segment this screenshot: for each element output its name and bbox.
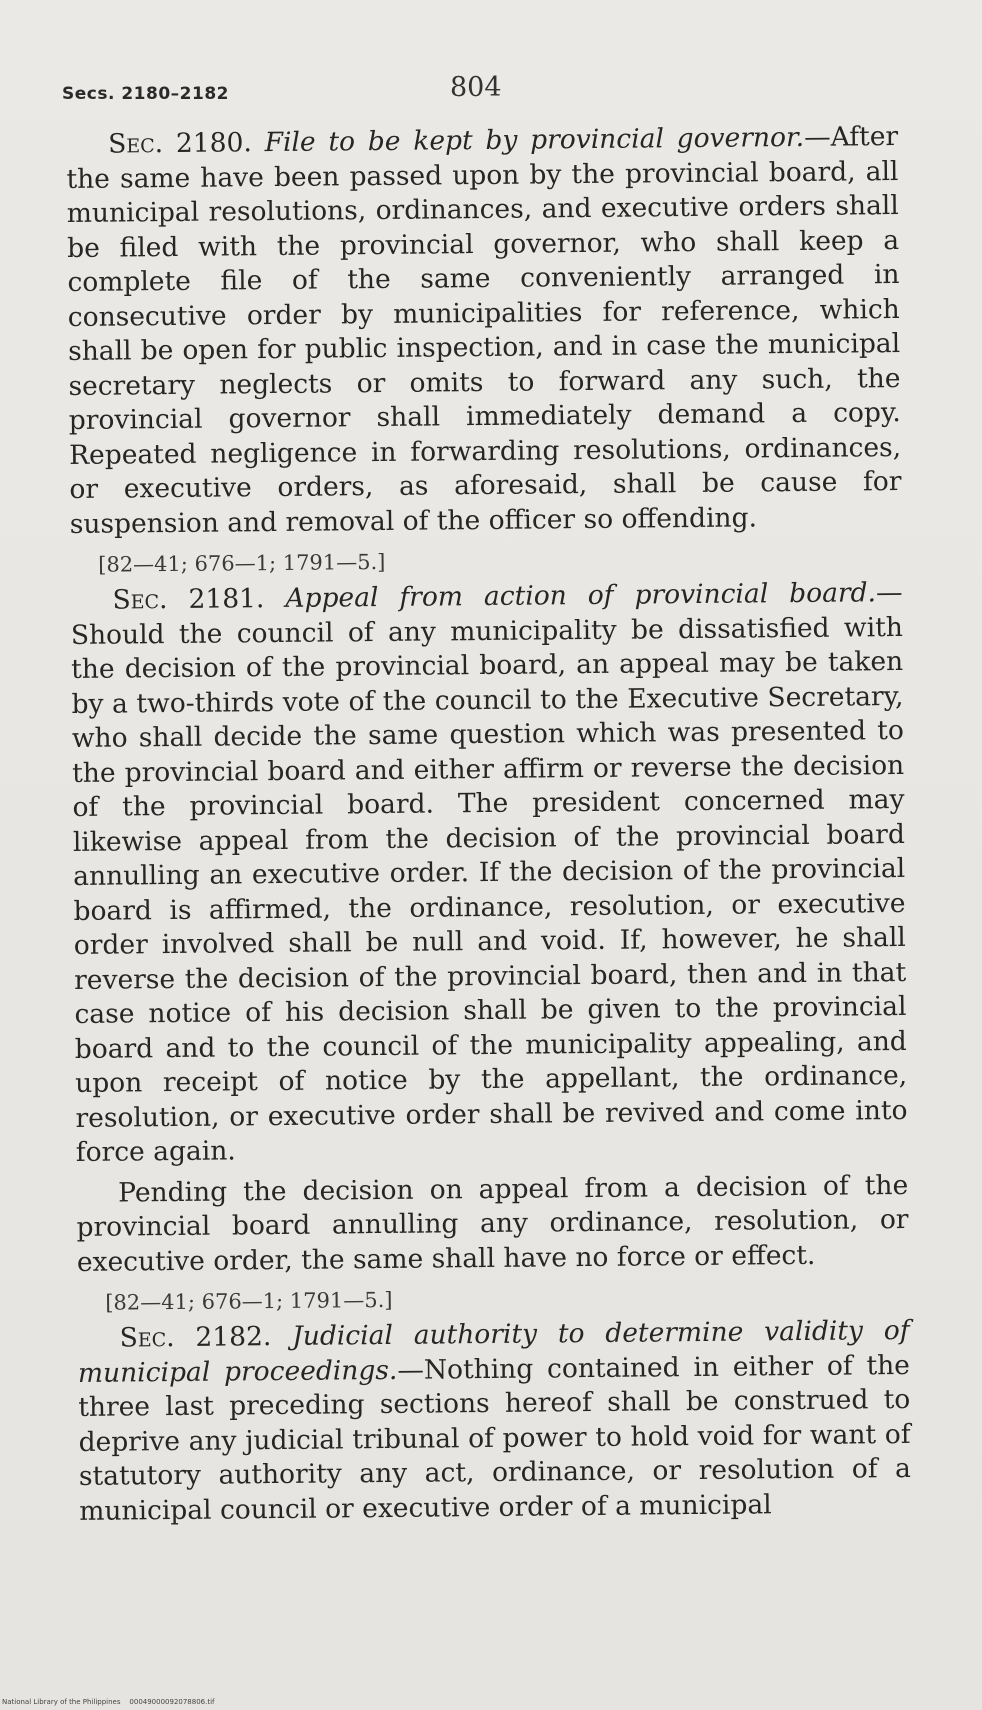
- section-2180: [66, 120, 902, 542]
- section-title: File to be kept by provincial governor.: [264, 121, 805, 159]
- section-text: —After the same have been passed upon by the provincial board, all municipal resolutions, ordinances, and executive orders shall be filed with the provincial governor, who shall keep a complete file of the same conveniently arranged in consecutive order by municipalities for reference, which shall be open for public inspection, and in case the municipal secretary neglects or omits to forward any such, the provincial governor shall immediately demand a copy. Repeated negligence in forwarding resolutions, ordinances, or executive orders, as aforesaid, shall be cause for suspension and removal of the officer so offending.: [66, 121, 902, 540]
- library-name: National Library of the Philippines: [2, 1698, 121, 1706]
- section-text: —Nothing contained in either of the three last preceding sections hereof shall be construed to deprive any judicial tribunal of power to hold void for want of statutory authority any act, ordinance, or resolution of a municipal council or executive order of a municipal: [78, 1349, 912, 1527]
- citation: [82—41; 676—1; 1791—5.]: [98, 549, 386, 577]
- page-header: [62, 72, 892, 112]
- page-number: 804: [450, 72, 502, 103]
- scan-footer: [2, 1698, 215, 1706]
- section-label: Sec. 2181.: [112, 583, 265, 616]
- scan-code: 00049000092078806.tif: [129, 1698, 215, 1706]
- citation: [82—41; 676—1; 1791—5.]: [105, 1287, 393, 1315]
- section-label: Sec. 2180.: [108, 127, 252, 160]
- body-text: [66, 120, 911, 1529]
- section-2181-paragraph-2: Pending the decision on appeal from a decision of the provincial board annulling any ordinance, resolution, or executive order, the same shall have no force or effect.: [76, 1169, 909, 1278]
- section-2181: [70, 576, 908, 1170]
- section-range: Secs. 2180–2182: [62, 84, 229, 104]
- section-title: Appeal from action of provincial board.: [285, 577, 877, 614]
- section-2182: [77, 1314, 911, 1529]
- section-title: Judicial authority to determine validity of municipal proceedings.: [77, 1314, 910, 1389]
- section-label: Sec. 2182.: [119, 1321, 272, 1354]
- section-text: —Should the council of any municipality be dissatisfied with the decision of the provincial board, an appeal may be taken by a two-thirds vote of the council to the Executive Secretary, who shall decide the same question which was presented to the provincial board and either affirm or reverse the decision of the provincial board. The president concerned may likewise appeal from the decision of the provincial board annulling an executive order. If the decision of the provincial board is affirmed, the ordinance, resolution, or executive order involved shall be null and void. If, however, he shall reverse the decision of the provincial board, then and in that case notice of his decision shall be given to the provincial board and to the council of the municipality appealing, and upon receipt of notice by the appellant, the ordinance, resolution, or executive order shall be revived and come into force again.: [70, 576, 908, 1168]
